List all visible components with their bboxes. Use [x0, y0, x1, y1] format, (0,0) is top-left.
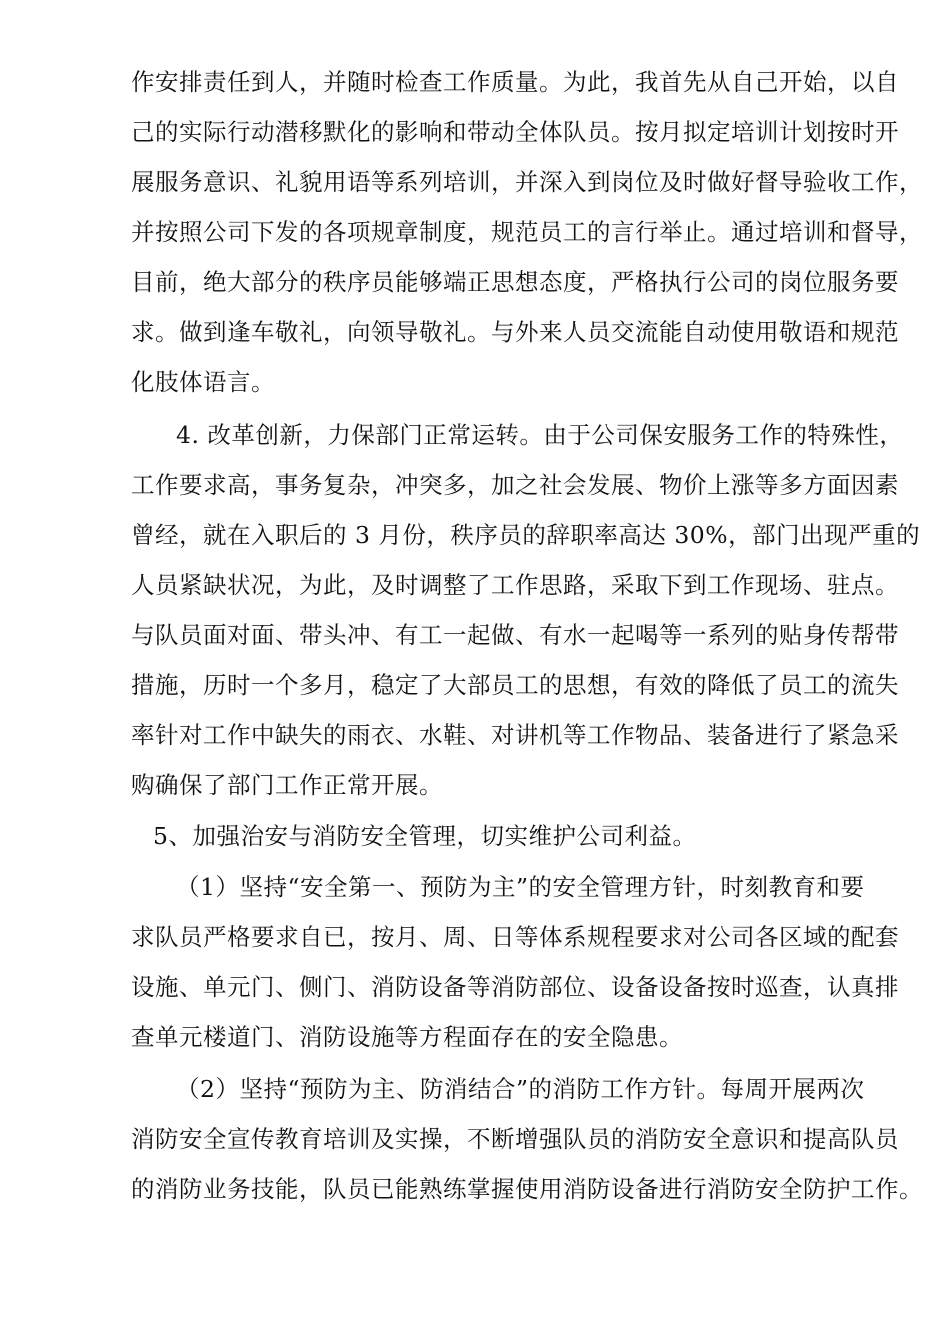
- body-text-line: 化肢体语言。: [131, 368, 275, 396]
- body-text-line: 查单元楼道门、消防设施等方程面存在的安全隐患。: [131, 1023, 683, 1051]
- body-text-line: 曾经，就在入职后的 3 月份，秩序员的辞职率高达 30%，部门出现严重的: [131, 521, 921, 549]
- body-text-line: 人员紧缺状况，为此，及时调整了工作思路，采取下到工作现场、驻点。: [131, 571, 899, 599]
- body-text-line: 作安排责任到人，并随时检查工作质量。为此，我首先从自己开始，以自: [131, 68, 899, 96]
- body-text-line: 展服务意识、礼貌用语等系列培训，并深入到岗位及时做好督导验收工作，: [131, 168, 923, 196]
- body-text-line: 的消防业务技能，队员已能熟练掌握使用消防设备进行消防安全防护工作。: [131, 1175, 923, 1203]
- body-text-line: 购确保了部门工作正常开展。: [131, 771, 443, 799]
- section-heading-4: 4. 改革创新，力保部门正常运转。由于公司保安服务工作的特殊性，: [176, 421, 904, 449]
- body-text-line: 设施、单元门、侧门、消防设备等消防部位、设备设备按时巡查，认真排: [131, 973, 899, 1001]
- section-heading-5: 5、加强治安与消防安全管理，切实维护公司利益。: [153, 822, 697, 850]
- body-text-line: 求队员严格要求自已，按月、周、日等体系规程要求对公司各区域的配套: [131, 923, 899, 951]
- body-text-line: 率针对工作中缺失的雨衣、水鞋、对讲机等工作物品、装备进行了紧急采: [131, 721, 899, 749]
- body-text-line: 与队员面对面、带头冲、有工一起做、有水一起喝等一系列的贴身传帮带: [131, 621, 899, 649]
- body-text-line: 目前，绝大部分的秩序员能够端正思想态度，严格执行公司的岗位服务要: [131, 268, 899, 296]
- body-text-line: 己的实际行动潜移默化的影响和带动全体队员。按月拟定培训计划按时开: [131, 118, 899, 146]
- subsection-2: （2）坚持“预防为主、防消结合”的消防工作方针。每周开展两次: [176, 1075, 865, 1103]
- body-text-line: 措施，历时一个多月，稳定了大部员工的思想，有效的降低了员工的流失: [131, 671, 899, 699]
- body-text-line: 求。做到逢车敬礼，向领导敬礼。与外来人员交流能自动使用敬语和规范: [131, 318, 899, 346]
- body-text-line: 并按照公司下发的各项规章制度，规范员工的言行举止。通过培训和督导，: [131, 218, 923, 246]
- body-text-line: 消防安全宣传教育培训及实操，不断增强队员的消防安全意识和提高队员: [131, 1125, 899, 1153]
- subsection-1: （1）坚持“安全第一、预防为主”的安全管理方针，时刻教育和要: [176, 873, 865, 901]
- body-text-line: 工作要求高，事务复杂，冲突多，加之社会发展、物价上涨等多方面因素: [131, 471, 899, 499]
